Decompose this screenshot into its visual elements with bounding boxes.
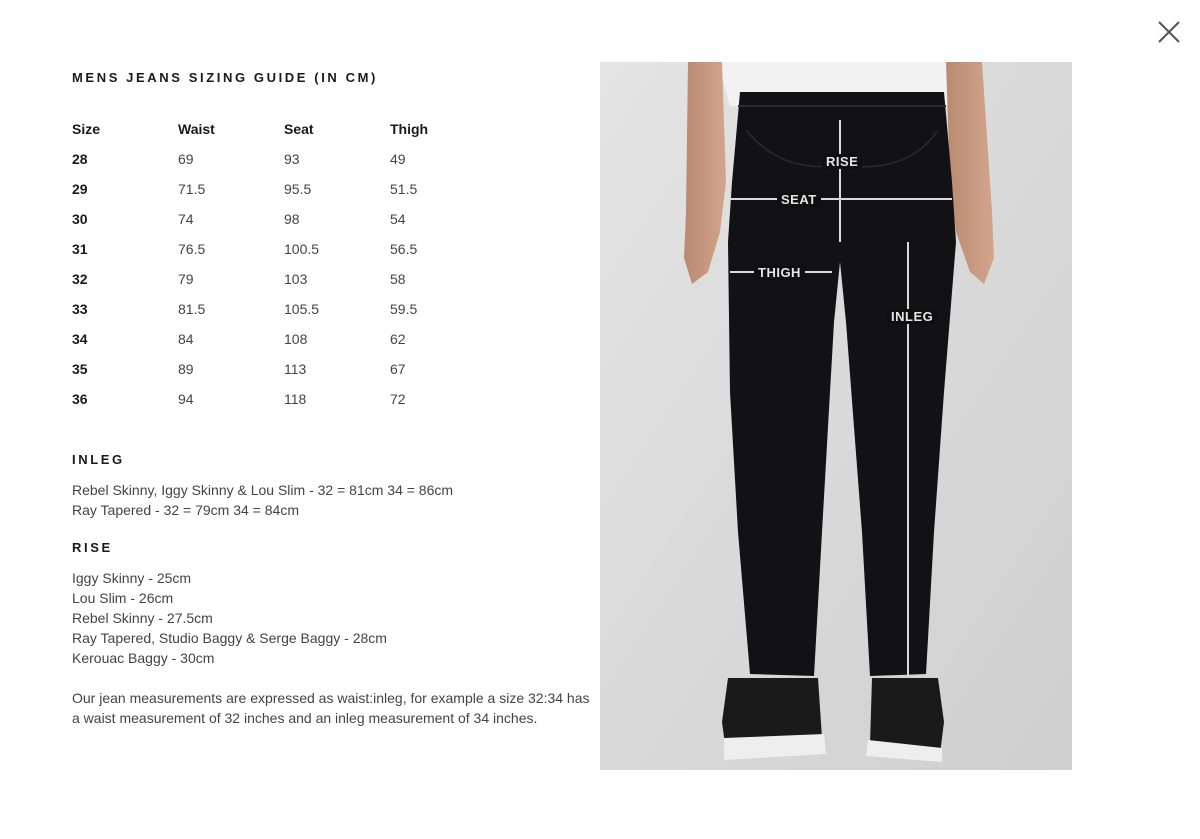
table-row	[72, 144, 496, 174]
guide-title: MENS JEANS SIZING GUIDE (IN CM)	[72, 70, 378, 85]
cell-thigh: 49	[390, 151, 406, 167]
cell-size: 36	[72, 391, 88, 407]
rise-label: RISE	[822, 154, 862, 169]
cell-size: 30	[72, 211, 88, 227]
column-header-seat: Seat	[284, 121, 314, 137]
sizing-guide-content	[72, 70, 592, 728]
cell-thigh: 58	[390, 271, 406, 287]
cell-size: 28	[72, 151, 88, 167]
cell-thigh: 62	[390, 331, 406, 347]
cell-waist: 76.5	[178, 241, 206, 257]
table-row	[72, 234, 496, 264]
column-header-waist: Waist	[178, 121, 215, 137]
table-row	[72, 294, 496, 324]
table-row	[72, 324, 496, 354]
jeans-measurement-photo	[600, 62, 1072, 770]
cell-waist: 74	[178, 211, 194, 227]
cell-thigh: 67	[390, 361, 406, 377]
cell-seat: 95.5	[284, 181, 312, 197]
rise-heading: RISE	[72, 540, 113, 555]
cell-thigh: 59.5	[390, 301, 418, 317]
table-row	[72, 204, 496, 234]
cell-seat: 103	[284, 271, 308, 287]
thigh-label: THIGH	[754, 265, 805, 280]
table-header-row	[72, 114, 496, 144]
close-icon	[1156, 19, 1182, 45]
cell-seat: 108	[284, 331, 308, 347]
cell-seat: 113	[284, 361, 307, 377]
rise-line: Kerouac Baggy - 30cm	[72, 650, 215, 666]
rise-section	[72, 540, 592, 668]
cell-size: 34	[72, 331, 88, 347]
cell-size: 35	[72, 361, 88, 377]
cell-size: 32	[72, 271, 88, 287]
rise-line: Iggy Skinny - 25cm	[72, 570, 192, 586]
cell-seat: 93	[284, 151, 300, 167]
inleg-label: INLEG	[887, 309, 937, 324]
table-row	[72, 264, 496, 294]
cell-thigh: 54	[390, 211, 406, 227]
cell-waist: 81.5	[178, 301, 206, 317]
seat-label: SEAT	[777, 192, 821, 207]
inleg-heading: INLEG	[72, 452, 125, 467]
rise-line: Lou Slim - 26cm	[72, 590, 174, 606]
cell-seat: 118	[284, 391, 307, 407]
inleg-line: Ray Tapered - 32 = 79cm 34 = 84cm	[72, 502, 299, 518]
inleg-section	[72, 452, 592, 520]
cell-size: 33	[72, 301, 88, 317]
size-table	[72, 114, 496, 414]
cell-thigh: 72	[390, 391, 406, 407]
table-row	[72, 174, 496, 204]
cell-waist: 84	[178, 331, 194, 347]
cell-seat: 98	[284, 211, 300, 227]
cell-waist: 71.5	[178, 181, 206, 197]
rise-line: Rebel Skinny - 27.5cm	[72, 610, 213, 626]
cell-waist: 89	[178, 361, 194, 377]
column-header-size: Size	[72, 121, 101, 137]
cell-seat: 105.5	[284, 301, 320, 317]
cell-thigh: 51.5	[390, 181, 418, 197]
cell-thigh: 56.5	[390, 241, 418, 257]
cell-size: 29	[72, 181, 88, 197]
rise-line: Ray Tapered, Studio Baggy & Serge Baggy - 28cm	[72, 630, 387, 646]
table-row	[72, 384, 496, 414]
cell-waist: 79	[178, 271, 194, 287]
cell-size: 31	[72, 241, 88, 257]
cell-waist: 69	[178, 151, 194, 167]
cell-waist: 94	[178, 391, 194, 407]
inleg-line: Rebel Skinny, Iggy Skinny & Lou Slim - 32 = 81cm 34 = 86cm	[72, 482, 454, 498]
cell-seat: 100.5	[284, 241, 320, 257]
close-button[interactable]	[1156, 19, 1182, 45]
table-row	[72, 354, 496, 384]
column-header-thigh: Thigh	[390, 121, 429, 137]
measurement-note: Our jean measurements are expressed as waist:inleg, for example a size 32:34 has a waist measurement of 32 inches and an inleg measurement of 34 inches.	[72, 690, 590, 726]
